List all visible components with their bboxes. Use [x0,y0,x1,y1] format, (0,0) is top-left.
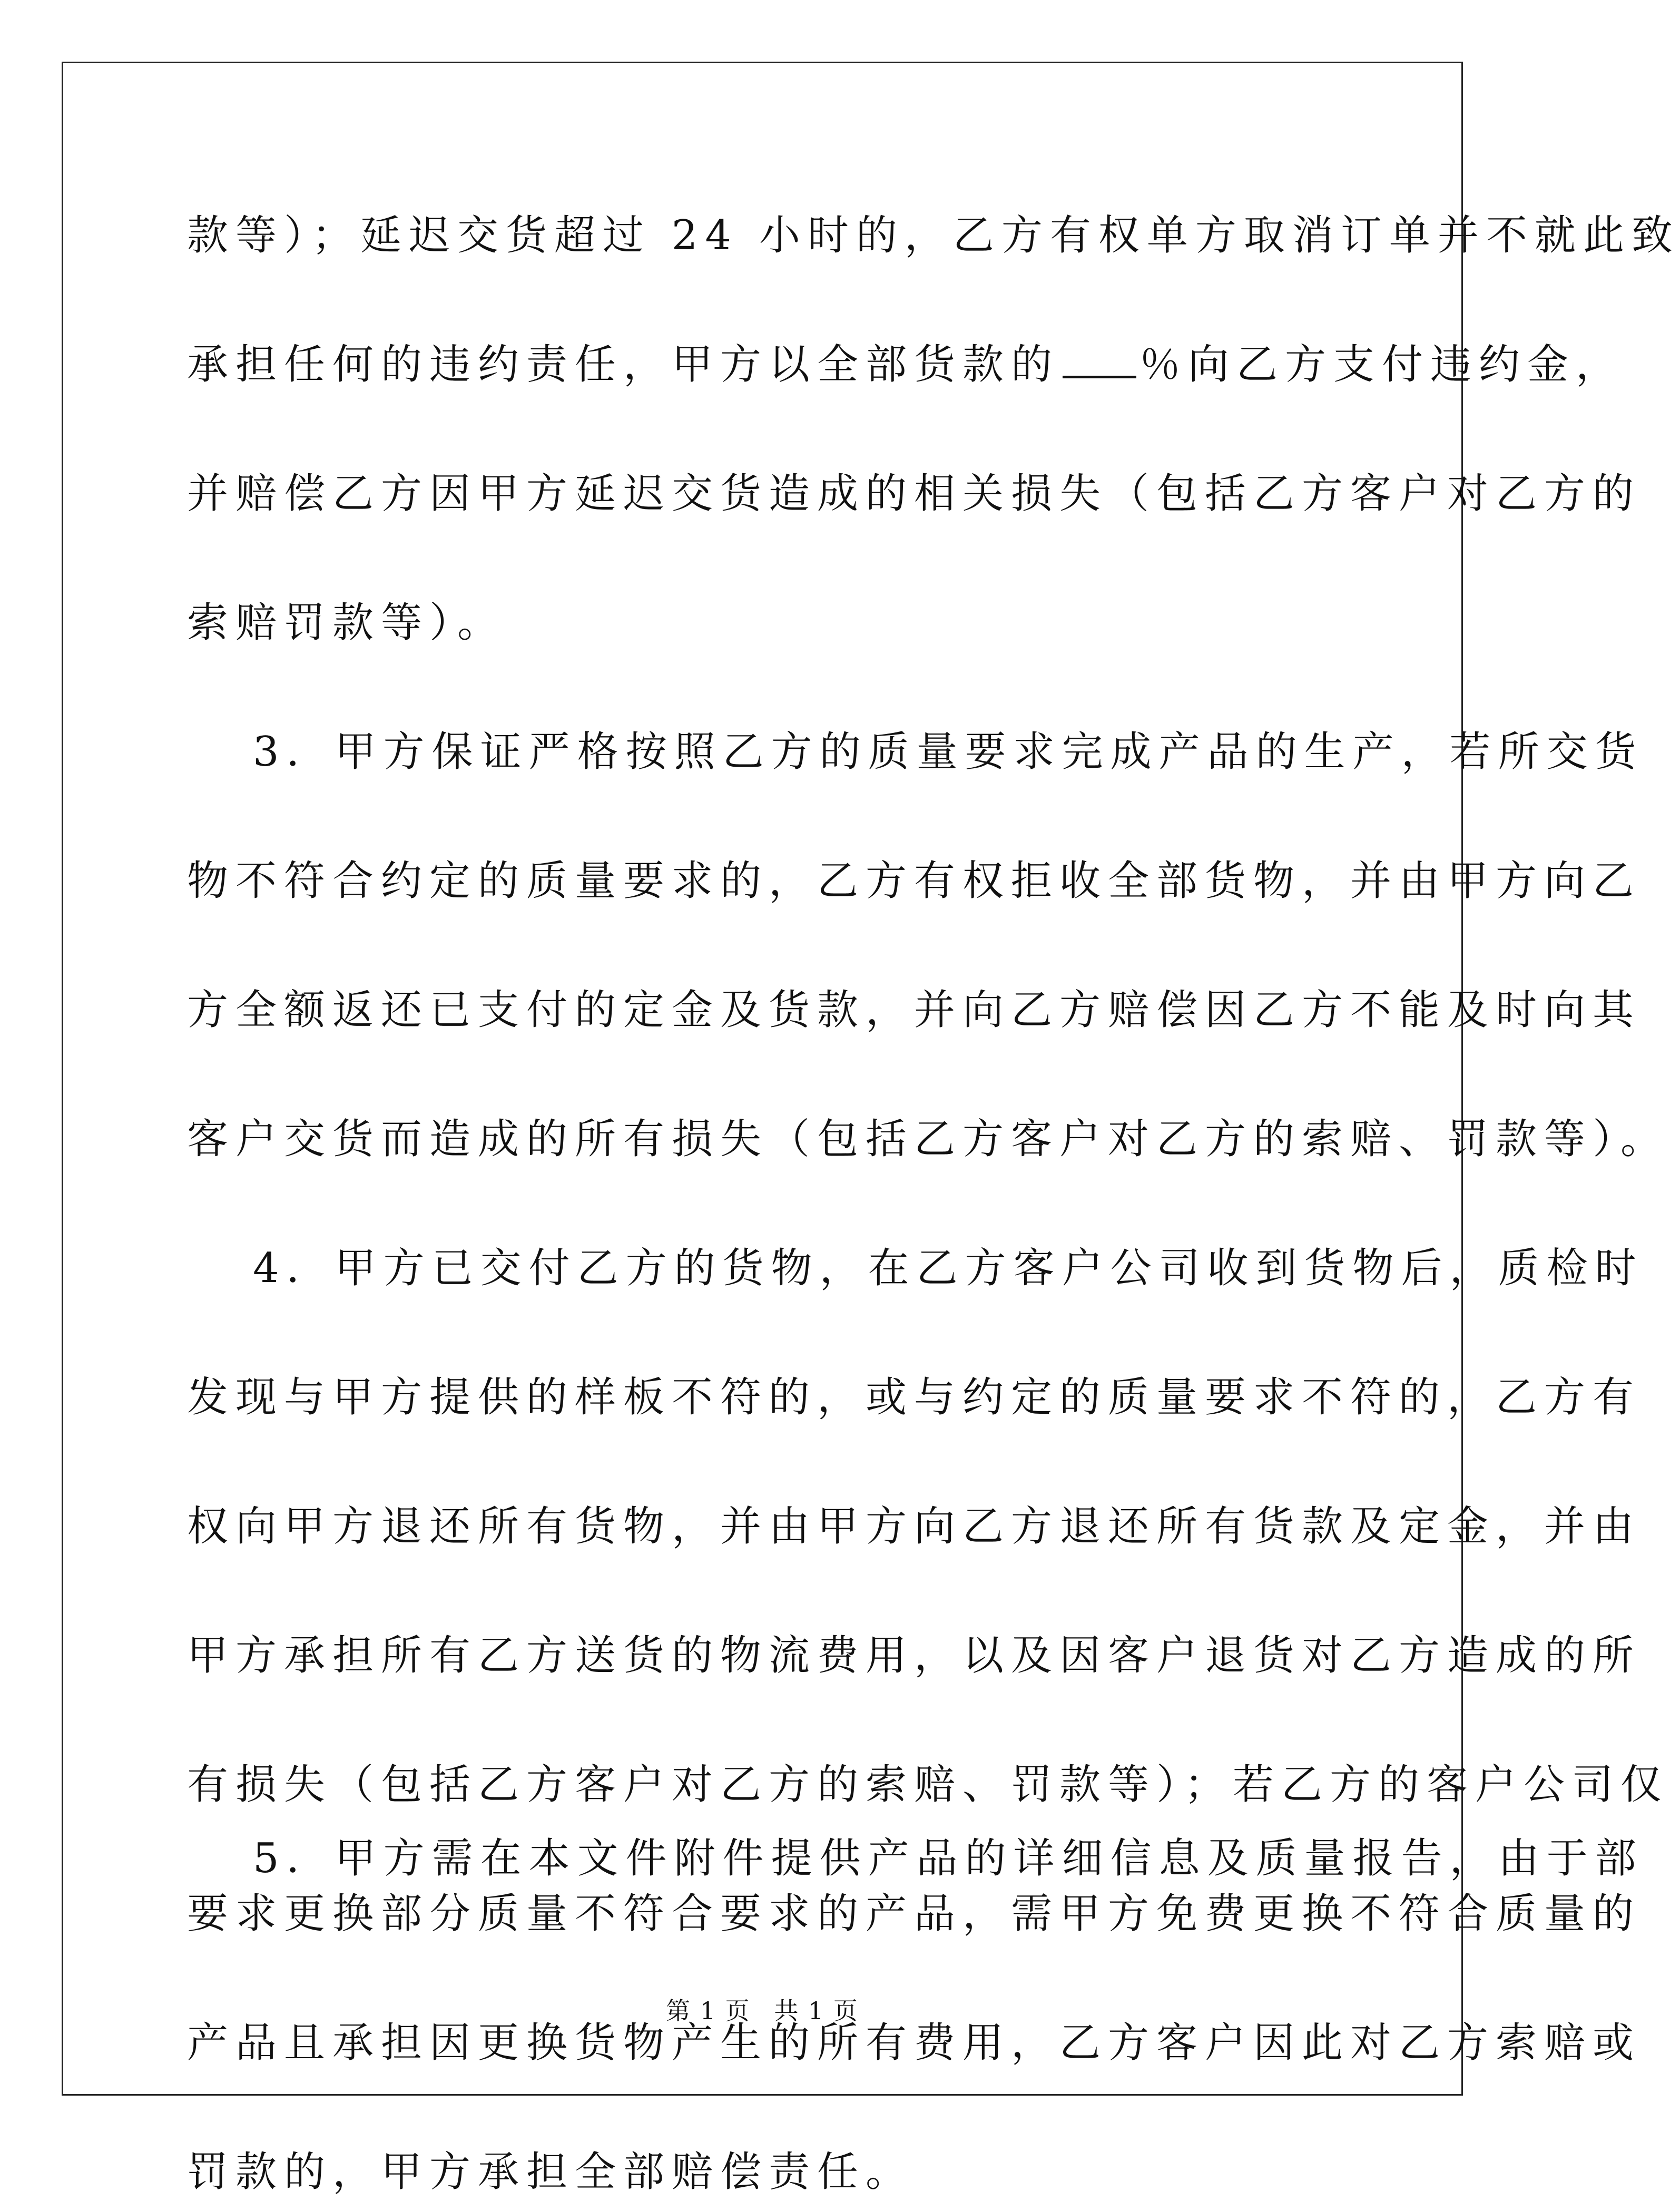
text-line: 要求更换部分质量不符合要求的产品，需甲方免费更换不符合质量的 [187,1890,1642,1938]
text-line: 罚款的，甲方承担全部赔偿责任。 [187,2148,915,2196]
text-line: 有损失（包括乙方客户对乙方的索赔、罚款等）；若乙方的客户公司仅 [187,1761,1669,1808]
paragraph-start-line: 5．甲方需在本文件附件提供产品的详细信息及质量报告，由于部 [253,1835,1644,1882]
text-segment: ％向乙方支付违约金， [1139,341,1625,388]
text-line: 物不符合约定的质量要求的，乙方有权拒收全部货物，并由甲方向乙 [187,857,1642,905]
paragraph-start-line: 4．甲方已交付乙方的货物，在乙方客户公司收到货物后，质检时 [253,1245,1644,1292]
text-line: 甲方承担所有乙方送货的物流费用，以及因客户退货对乙方造成的所 [187,1632,1642,1679]
page-number: 第 1 页 [666,1997,751,2025]
paragraph-start-line: 3．甲方保证严格按照乙方的质量要求完成产品的生产，若所交货 [253,728,1644,776]
text-line: 客户交货而造成的所有损失（包括乙方客户对乙方的索赔、罚款等）。 [187,1116,1669,1163]
text-line: 方全额返还已支付的定金及货款，并向乙方赔偿因乙方不能及时向其 [187,986,1642,1034]
page-total: 共 1 页 [774,1997,859,2025]
text-line: 产品且承担因更换货物产生的所有费用，乙方客户因此对乙方索赔或 [187,2019,1642,2067]
text-line [187,336,1625,394]
text-segment: 承担任何的违约责任，甲方以全部货款的 [187,341,1060,388]
text-line: 发现与甲方提供的样板不符的，或与约定的质量要求不符的，乙方有 [187,1374,1642,1421]
text-line: 权向甲方退还所有货物，并由甲方向乙方退还所有货款及定金，并由 [187,1503,1642,1550]
text-line: 索赔罚款等）。 [187,599,506,647]
blank-underline [1063,341,1136,378]
text-line: 并赔偿乙方因甲方延迟交货造成的相关损失（包括乙方客户对乙方的 [187,470,1642,517]
text-line: 款等）；延迟交货超过 24 小时的，乙方有权单方取消订单并不就此致 [187,212,1680,259]
page-footer [0,1992,1525,2027]
